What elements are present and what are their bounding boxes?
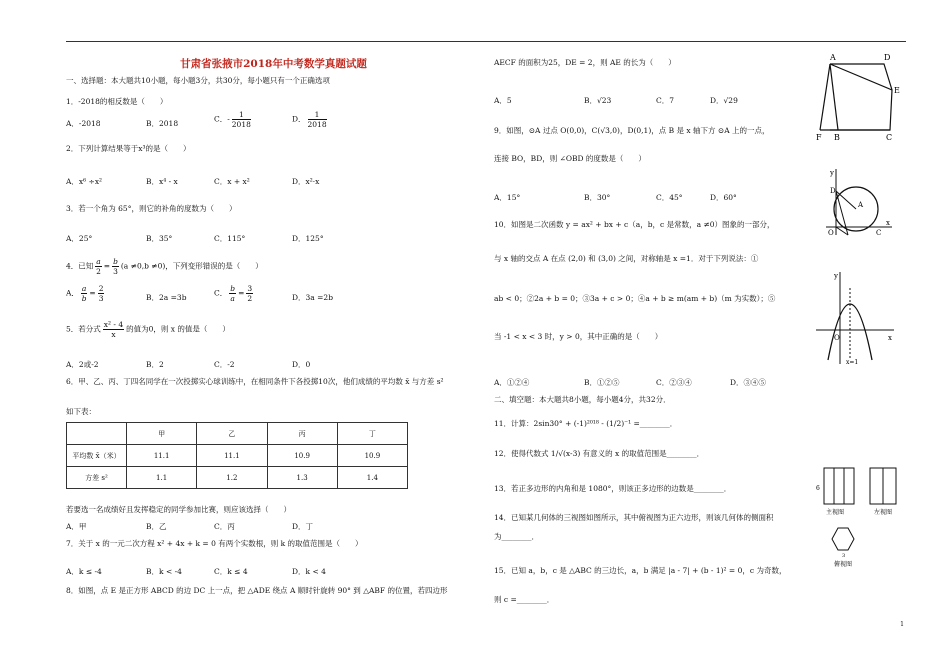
- q1-option-a: A．-2018: [66, 119, 101, 128]
- table-cell: 乙: [197, 423, 267, 445]
- q14-three-views-figure: [814, 462, 906, 578]
- q9-option-b: B．30°: [584, 193, 611, 202]
- q7-stem: 7．关于 x 的一元二次方程 x² + 4x + k = 0 有两个实数根，则 k 的取值范围是（ ）: [66, 539, 363, 548]
- q10-parabola-figure: [812, 268, 896, 366]
- svg-text:D: D: [884, 53, 891, 62]
- q10-line3: ab < 0；②2a + b = 0；③3a + c > 0；④a + b ≥ m(am + b)（m 为实数）；⑤: [494, 294, 776, 303]
- q10-option-b: B．①②⑤: [584, 378, 620, 387]
- q5-option-b: B．2: [146, 360, 164, 369]
- q7-option-a: A．k ≤ -4: [66, 567, 102, 576]
- q9-circle-figure: [822, 165, 894, 237]
- q6-option-d: D．丁: [292, 522, 314, 531]
- q3-option-d: D．125°: [292, 234, 324, 243]
- table-cell: 10.9: [337, 445, 407, 467]
- svg-text:O: O: [828, 229, 834, 237]
- q8-continued: AECF 的面积为25，DE = 2，则 AE 的长为（ ）: [494, 58, 676, 67]
- q8-option-d: D．√29: [710, 96, 738, 105]
- q15-line1: 15．已知 a，b，c 是 △ABC 的三边长，a，b 满足 |a - 7| + (b - 1)² = 0，c 为奇数，: [494, 566, 787, 575]
- svg-text:主视图: 主视图: [826, 509, 845, 516]
- q1-stem: 1．-2018的相反数是（ ）: [66, 97, 168, 106]
- table-cell: 1.4: [337, 467, 407, 489]
- q2-option-a: A．x⁶ ÷x²: [66, 177, 103, 186]
- svg-text:A: A: [858, 201, 864, 209]
- table-cell: 11.1: [127, 445, 197, 467]
- table-cell: 1.2: [197, 467, 267, 489]
- q4-option-b: B．2a =3b: [146, 293, 187, 302]
- q2-option-b: B．x⁴ - x: [146, 177, 178, 186]
- table-cell: 方差 s²: [67, 467, 127, 489]
- q13: 13．若正多边形的内角和是 1080°，则该正多边形的边数是________．: [494, 484, 732, 493]
- section-2-heading: 二、填空题：本大题共8小题，每小题4分，共32分．: [494, 395, 671, 404]
- left-column: [66, 52, 481, 595]
- svg-text:O: O: [834, 334, 840, 342]
- svg-text:y: y: [834, 272, 838, 280]
- svg-text:x: x: [888, 334, 892, 342]
- q10-option-c: C．②③④: [656, 378, 692, 387]
- q9-option-d: D．60°: [710, 193, 737, 202]
- svg-text:3: 3: [842, 553, 846, 559]
- table-cell: 丁: [337, 423, 407, 445]
- svg-text:D: D: [830, 187, 836, 195]
- svg-text:E: E: [894, 86, 900, 95]
- page-title: 甘肃省张掖市2018年中考数学真题试题: [180, 58, 367, 70]
- q7-option-d: D．k < 4: [292, 567, 326, 576]
- q5-stem: 5．若分式 $\frac{\text{x² - 4}}{x}$ 的值为0，则 x 的值是（ ）: [66, 320, 230, 339]
- q8-option-a: A．5: [494, 96, 512, 105]
- svg-text:俯视图: 俯视图: [834, 561, 853, 568]
- q6-option-c: C．丙: [214, 522, 235, 531]
- q7-option-b: B．k < -4: [146, 567, 182, 576]
- table-cell: 11.1: [197, 445, 267, 467]
- q4-option-d: D．3a =2b: [292, 293, 333, 302]
- q5-option-a: A．2或-2: [66, 360, 99, 369]
- section-1-heading: 一、选择题：本大题共10小题，每小题3分，共30分，每小题只有一个正确选项: [66, 76, 330, 85]
- q1-option-b: B．2018: [146, 119, 179, 128]
- svg-text:x=1: x=1: [846, 359, 859, 366]
- q10-line4: 当 -1 < x < 3 时，y > 0，其中正确的是（ ）: [494, 332, 663, 341]
- q10-line1: 10．如图是二次函数 y = ax² + bx + c（a，b，c 是常数，a ≠0）图象的一部分，: [494, 220, 775, 229]
- q8-option-c: C．7: [656, 96, 675, 105]
- q6-table: [66, 422, 408, 489]
- q9-continued: 连接 BO，BD，则 ∠OBD 的度数是（ ）: [494, 154, 646, 163]
- svg-text:左视图: 左视图: [874, 509, 893, 516]
- table-cell: 平均数 x̄（米）: [67, 445, 127, 467]
- header-rule: [66, 41, 906, 42]
- q10-option-d: D．③④⑤: [730, 378, 767, 387]
- svg-text:C: C: [886, 133, 893, 142]
- q1-option-c: C．- $\frac{1}{2018}$: [214, 110, 251, 129]
- q9-option-c: C．45°: [656, 193, 683, 202]
- q6-stem: 6．甲、乙、丙、丁四名同学在一次投掷实心球训练中，在相同条件下各投掷10次，他们成绩的平均数 x̄ 与方差 s²: [66, 377, 444, 386]
- svg-text:C: C: [876, 229, 882, 237]
- table-cell: 1.3: [267, 467, 337, 489]
- page-number: 1: [900, 621, 904, 628]
- q14-line1: 14．已知某几何体的三视图如图所示，其中俯视图为正六边形，则该几何体的侧面积: [494, 513, 774, 522]
- q7-option-c: C．k ≤ 4: [214, 567, 248, 576]
- table-row: [67, 445, 408, 467]
- q3-option-b: B．35°: [146, 234, 173, 243]
- q9-stem: 9．如图，⊙A 过点 O(0,0)，C(√3,0)，D(0,1)，点 B 是 x 轴下方 ⊙A 上的一点，: [494, 126, 770, 135]
- q9-option-a: A．15°: [494, 193, 521, 202]
- svg-text:6: 6: [816, 485, 820, 492]
- table-cell: 10.9: [267, 445, 337, 467]
- q8-option-b: B．√23: [584, 96, 612, 105]
- q6-after: 若要选一名成绩好且发挥稳定的同学参加比赛，则应该选择（ ）: [66, 505, 291, 514]
- table-row: [67, 467, 408, 489]
- q8-stem: 8．如图，点 E 是正方形 ABCD 的边 DC 上一点，把 △ADE 绕点 A 顺时针旋转 90° 到 △ABF 的位置，若四边形: [66, 586, 448, 595]
- q8-square-figure: [812, 50, 904, 142]
- q2-stem: 2．下列计算结果等于x³的是（ ）: [66, 144, 191, 153]
- q1-option-d: D． $\frac{1}{2018}$: [292, 110, 327, 129]
- q6-sub: 如下表：: [66, 407, 96, 416]
- svg-text:A: A: [830, 53, 836, 62]
- q10-option-a: A．①②④: [494, 378, 530, 387]
- q4-option-a: A． $\frac{a}{b}$ = $\frac{2}{3}$: [66, 284, 104, 303]
- q15-line2: 则 c =________．: [494, 595, 555, 604]
- q6-option-b: B．乙: [146, 522, 167, 531]
- q4-stem: 4．已知 $\frac{a}{2}$ = $\frac{b}{3}$ (a ≠0,b ≠0)，下列变形错误的是（ ）: [66, 257, 263, 276]
- q3-option-a: A．25°: [66, 234, 93, 243]
- q6-option-a: A．甲: [66, 522, 87, 531]
- q5-option-c: C．-2: [214, 360, 235, 369]
- svg-text:B: B: [834, 133, 840, 142]
- table-cell: 1.1: [127, 467, 197, 489]
- svg-text:y: y: [830, 169, 834, 177]
- q10-line2: 与 x 轴的交点 A 在点 (2,0) 和 (3,0) 之间，对称轴是 x =1．对于下列说法：①: [494, 254, 759, 263]
- svg-text:F: F: [816, 133, 822, 142]
- q2-option-c: C．x + x²: [214, 177, 250, 186]
- q5-option-d: D．0: [292, 360, 311, 369]
- table-cell: 甲: [127, 423, 197, 445]
- q4-option-c: C． $\frac{b}{a}$ = $\frac{3}{2}$: [214, 284, 253, 303]
- q2-option-d: D．x²·x: [292, 177, 320, 186]
- table-header-row: [67, 423, 408, 445]
- q3-stem: 3．若一个角为 65°，则它的补角的度数为（ ）: [66, 204, 237, 213]
- table-cell: 丙: [267, 423, 337, 445]
- q12: 12．使得代数式 1/√(x-3) 有意义的 x 的取值范围是________．: [494, 449, 705, 458]
- q3-option-c: C．115°: [214, 234, 246, 243]
- q14-line2: 为________．: [494, 532, 539, 541]
- svg-text:x: x: [886, 219, 890, 227]
- q11: 11．计算：2sin30° + (-1)²⁰¹⁸ - (1/2)⁻¹ =________．: [494, 419, 678, 428]
- table-cell: [67, 423, 127, 445]
